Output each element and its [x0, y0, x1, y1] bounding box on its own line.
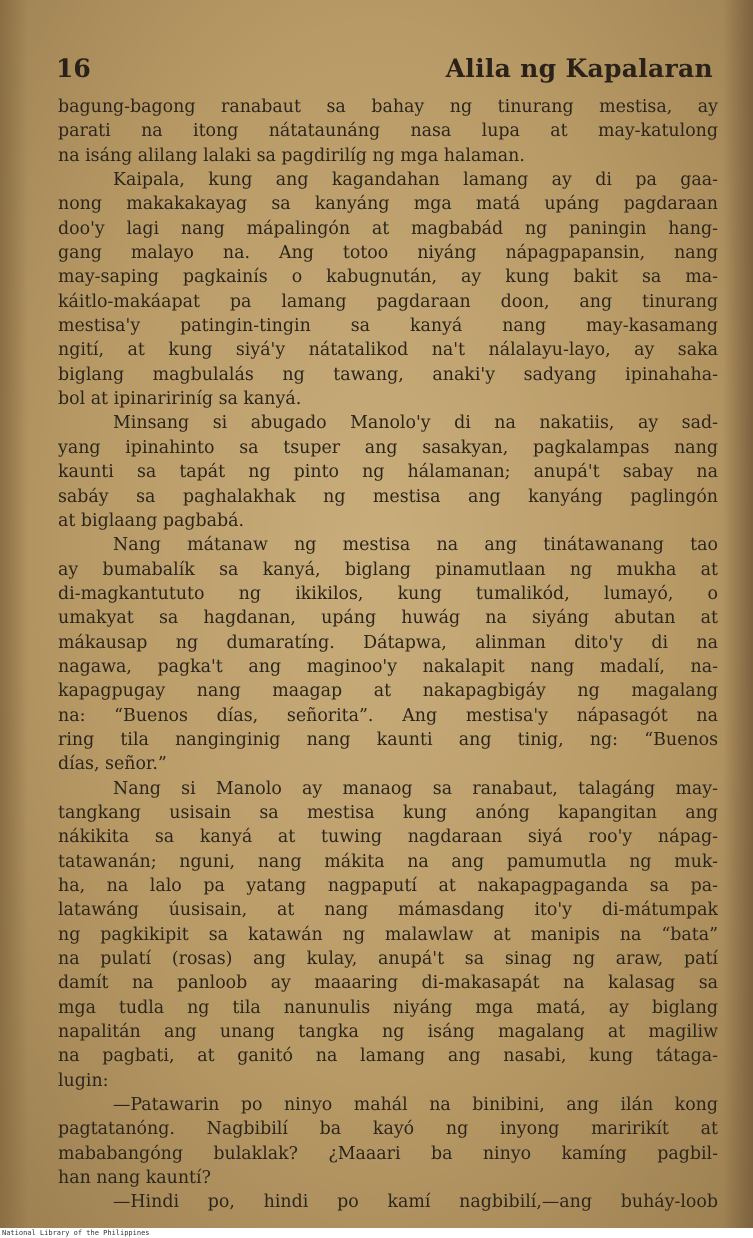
- text-line: Kaipala, kung ang kagandahan lamang ay di pa gaa-: [113, 170, 718, 191]
- text-line: ay bumabalík sa kanyá, biglang pinamutlaan ng mukha at: [58, 559, 718, 580]
- text-line: umakyat sa hagdanan, upáng huwág na siyáng abutan at: [58, 608, 718, 629]
- text-line: nong makakakayag sa kanyáng mga matá upáng pagdaraan: [58, 194, 718, 215]
- text-line: na pulatí (rosas) ang kulay, anupá't sa sinag ng araw, patí: [58, 949, 718, 970]
- text-line: gang malayo na. Ang totoo niyáng nápagpapansin, nang: [58, 243, 718, 264]
- text-line: días, señor.”: [58, 754, 167, 775]
- text-line: mababangóng bulaklak? ¿Maaari ba ninyo kamíng pagbil-: [58, 1143, 718, 1164]
- text-line: lugin:: [58, 1070, 109, 1091]
- running-title: Alila ng Kapalaran: [445, 54, 713, 83]
- text-line: yang ipinahinto sa tsuper ang sasakyan, pagkalampas nang: [58, 437, 718, 458]
- library-credit: National Library of the Philippines: [2, 1229, 150, 1237]
- text-line: mákausap ng dumaratíng. Dátapwa, alinman dito'y di na: [58, 632, 718, 653]
- text-line: ngití, at kung siyá'y nátatalikod na't nálalayu-layo, ay saka: [58, 340, 718, 361]
- body-text: [58, 95, 718, 1215]
- text-line: nagawa, pagka't ang maginoo'y nakalapit nang madalí, na-: [58, 656, 718, 677]
- footer-bar: [0, 1228, 753, 1238]
- text-line: na isáng alilang lalaki sa pagdirilíg ng mga halaman.: [58, 145, 525, 166]
- text-line: na: “Buenos días, señorita”. Ang mestisa'y nápasagót na: [58, 705, 718, 726]
- text-line: tatawanán; nguni, nang mákita na ang pamumutla ng muk-: [58, 851, 718, 872]
- text-line: ng pagkikipit sa katawán ng malawlaw at manipis na “bata”: [58, 924, 718, 945]
- page-number: 16: [56, 54, 91, 83]
- text-line: Minsang si abugado Manolo'y di na nakatiis, ay sad-: [113, 413, 718, 434]
- text-line: bagung-bagong ranabaut sa bahay ng tinurang mestisa, ay: [58, 97, 718, 117]
- text-line: mga tudla ng tila nanunulis niyáng mga matá, ay biglang: [58, 997, 718, 1018]
- page-edge-shadow-right: [723, 0, 753, 1228]
- text-line: ring tila nanginginig nang kaunti ang tinig, ng: “Buenos: [58, 729, 718, 750]
- text-line: Nang mátanaw ng mestisa na ang tinátawanang tao: [113, 535, 718, 556]
- text-line: doo'y lagi nang mápalingón at magbabád ng paningin hang-: [58, 218, 718, 239]
- text-line: napalitán ang unang tangka ng isáng magalang at magiliw: [58, 1022, 718, 1043]
- text-line: ha, na lalo pa yatang nagpaputí at nakapagpaganda sa pa-: [58, 876, 718, 896]
- text-line: káitlo-makáapat pa lamang pagdaraan doon, ang tinurang: [58, 291, 718, 312]
- text-line: damít na panloob ay maaaring di-makasapát na kalasag sa: [58, 973, 718, 994]
- text-line: —Patawarin po ninyo mahál na binibini, ang ilán kong: [113, 1095, 718, 1116]
- page-edge-shadow-left: [0, 0, 28, 1228]
- text-line: kaunti sa tapát ng pinto ng hálamanan; anupá't sabay na: [58, 462, 718, 483]
- text-line: Nang si Manolo ay manaog sa ranabaut, talagáng may-: [113, 778, 718, 799]
- text-line: may-saping pagkainís o kabugnután, ay kung bakit sa ma-: [58, 267, 718, 288]
- text-line: —Hindi po, hindi po kamí nagbibilí,—ang buháy-loob: [113, 1192, 718, 1213]
- text-line: latawáng úusisain, at nang mámasdang ito'y di-mátumpak: [58, 900, 718, 921]
- text-line: at biglaang pagbabá.: [58, 510, 245, 531]
- text-line: parati na itong nátataunáng nasa lupa at may-katulong: [58, 121, 718, 142]
- text-line: tangkang usisain sa mestisa kung anóng kapangitan ang: [58, 802, 718, 823]
- text-line: bol at ipinaririníg sa kanyá.: [58, 389, 302, 410]
- text-line: nákikita sa kanyá at tuwing nagdaraan siyá roo'y nápag-: [58, 827, 718, 848]
- text-line: mestisa'y patingin-tingin sa kanyá nang may-kasamang: [58, 316, 718, 337]
- text-line: sabáy sa paghalakhak ng mestisa ang kanyáng paglingón: [58, 486, 718, 507]
- text-line: pagtatanóng. Nagbibilí ba kayó ng inyong maririkít at: [58, 1119, 718, 1140]
- text-line: di-magkantututo ng ikikilos, kung tumalikód, lumayó, o: [58, 583, 718, 604]
- text-line: han nang kauntí?: [58, 1168, 211, 1189]
- running-header: [56, 54, 713, 88]
- text-line: biglang magbulalás ng tawang, anaki'y sadyang ipinahaha-: [58, 364, 718, 385]
- text-line: kapagpugay nang maagap at nakapagbigáy ng magalang: [58, 681, 718, 702]
- text-line: na pagbati, at ganitó na lamang ang nasabi, kung tátaga-: [58, 1046, 718, 1067]
